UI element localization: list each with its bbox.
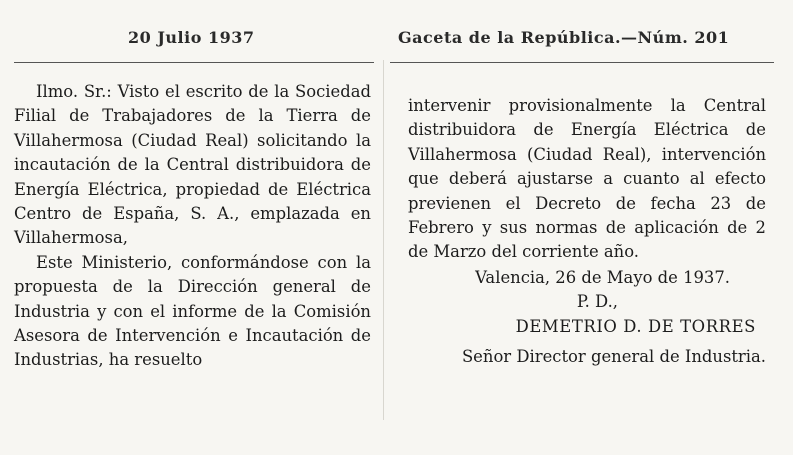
signatory-name: DEMETRIO D. DE TORRES [515, 316, 756, 336]
gazette-issue-header: Gaceta de la República.—Núm. 201 [398, 28, 730, 47]
paragraph-petition: Ilmo. Sr.: Visto el escrito de la Sociedad Filial de Trabajadores de la Tierra de Villahermosa (Ciudad Real) solicitando la incautación de la Central distribuidora de Energía Eléctrica, propiedad de Eléctrica Centro de España, S. A., emplazada en Villahermosa, [14, 82, 371, 248]
page-date-header: 20 Julio 1937 [128, 28, 255, 47]
column-divider [383, 60, 384, 420]
left-column [14, 80, 371, 373]
pd-line: P. D., [576, 292, 618, 312]
place-date-line: Valencia, 26 de Mayo de 1937. [475, 267, 730, 287]
right-column [408, 94, 766, 369]
paragraph-intervention: intervenir provisionalmente la Central distribuidora de Energía Eléctrica de Villahermosa (Ciudad Real), intervención que deberá ajustarse a cuanto al efecto previenen el Decreto de fecha 23 de Febrero y sus normas de aplicación de 2 de Marzo del corriente año. [408, 96, 766, 262]
header-rule-left [14, 62, 374, 63]
paragraph-resolution: Este Ministerio, conformándose con la propuesta de la Dirección general de Industria y con el informe de la Comisión Asesora de Intervención e Incautación de Industrias, ha resuelto [14, 252, 371, 370]
addressee-line: Señor Director general de Industria. [461, 347, 766, 367]
header-rule-right [390, 62, 774, 63]
